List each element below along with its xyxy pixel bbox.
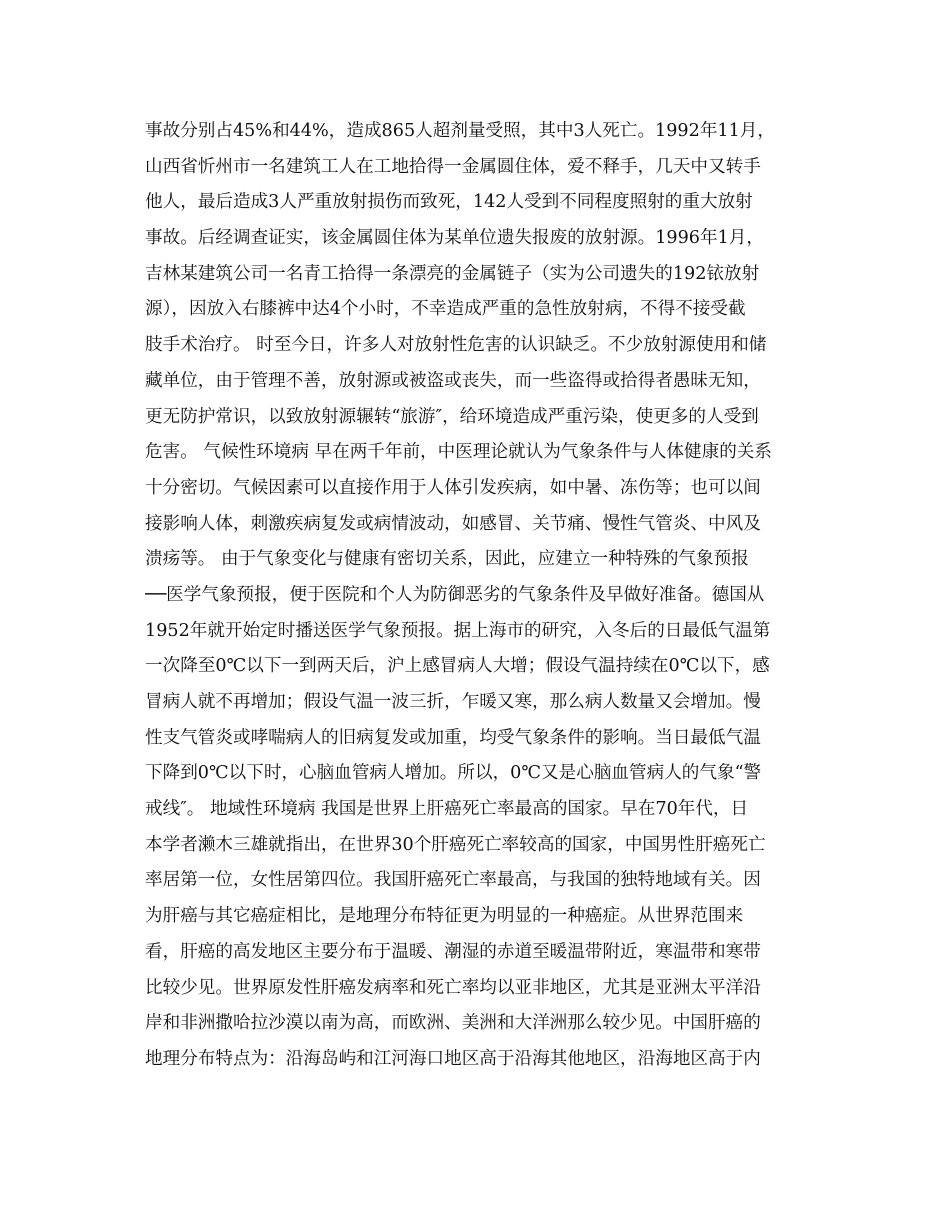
text-line-26: 岸和非洲撒哈拉沙漠以南为高，而欧洲、美洲和大洋洲那么较少见。中国肝癌的 (145, 1013, 761, 1034)
text-line-16: 一次降至0℃以下一到两天后，沪上感冒病人大增；假设气温持续在0℃以下，感 (145, 656, 770, 677)
text-line-19: 下降到0℃以下时，心脑血管病人增加。所以，0℃又是心脑血管病人的气象“警 (145, 763, 762, 784)
text-line-27: 地理分布特点为：沿海岛屿和江河海口地区高于沿海其他地区，沿海地区高于内 (145, 1048, 761, 1069)
text-line-8: 藏单位，由于管理不善，放射源或被盗或丧失，而一些盗得或拾得者愚昧无知， (145, 370, 761, 391)
text-line-2: 山西省忻州市一名建筑工人在工地拾得一金属圆住体，爱不释手，几天中又转手 (145, 156, 761, 177)
text-line-14: ──医学气象预报，便于医院和个人为防御恶劣的气象条件及早做好准备。德国从 (145, 584, 765, 605)
text-line-25: 比较少见。世界原发性肝癌发病率和死亡率均以亚非地区，尤其是亚洲太平洋沿 (145, 977, 761, 998)
text-line-15: 1952年就开始定时播送医学气象预报。据上海市的研究，入冬后的日最低气温第 (145, 620, 771, 641)
text-line-18: 性支气管炎或哮喘病人的旧病复发或加重，均受气象条件的影响。当日最低气温 (145, 727, 761, 748)
text-line-21: 本学者濑木三雄就指出，在世界30个肝癌死亡率较高的国家，中国男性肝癌死亡 (145, 834, 766, 855)
text-line-23: 为肝癌与其它癌症相比，是地理分布特征更为明显的一种癌症。从世界范围来 (145, 906, 744, 927)
text-line-7: 肢手术治疗。 时至今日，许多人对放射性危害的认识缺乏。不少放射源使用和储 (145, 335, 767, 356)
text-line-6: 源），因放入右膝裤中达4个小时，不幸造成严重的急性放射病，不得不接受截 (145, 299, 746, 320)
text-line-24: 看，肝癌的高发地区主要分布于温暖、潮湿的赤道至暖温带附近，寒温带和寒带 (145, 941, 761, 962)
text-line-3: 他人，最后造成3人严重放射损伤而致死，142人受到不同程度照射的重大放射 (145, 192, 753, 213)
text-line-13: 溃疡等。 由于气象变化与健康有密切关系，因此，应建立一种特殊的气象预报 (145, 549, 749, 570)
text-line-4: 事故。后经调查证实，该金属圆住体为某单位遗失报废的放射源。1996年1月， (145, 228, 764, 249)
text-line-17: 冒病人就不再增加；假设气温一波三折，乍暖又寒，那么病人数量又会增加。慢 (145, 692, 761, 712)
text-line-22: 率居第一位，女性居第四位。我国肝癌死亡率最高，与我国的独特地域有关。因 (145, 870, 761, 891)
text-line-1: 事故分别占45%和44%，造成865人超剂量受照，其中3人死亡。1992年11月， (145, 121, 775, 141)
text-line-12: 接影响人体，刺激疾病复发或病情波动，如感冒、关节痛、慢性气管炎、中风及 (145, 513, 761, 534)
text-line-5: 吉林某建筑公司一名青工拾得一条漂亮的金属链子（实为公司遗失的192铱放射 (145, 263, 760, 284)
text-line-9: 更无防护常识，以致放射源辗转“旅游″，给环境造成严重污染，使更多的人受到 (145, 406, 759, 427)
text-line-20: 戒线″。 地域性环境病 我国是世界上肝癌死亡率最高的国家。早在70年代，日 (145, 799, 749, 820)
text-line-10: 危害。 气候性环境病 早在两千年前，中医理论就认为气象条件与人体健康的关系 (145, 442, 772, 463)
body-text (145, 114, 807, 1078)
text-line-11: 十分密切。气候因素可以直接作用于人体引发疾病，如中暑、冻伤等；也可以间 (145, 477, 761, 498)
